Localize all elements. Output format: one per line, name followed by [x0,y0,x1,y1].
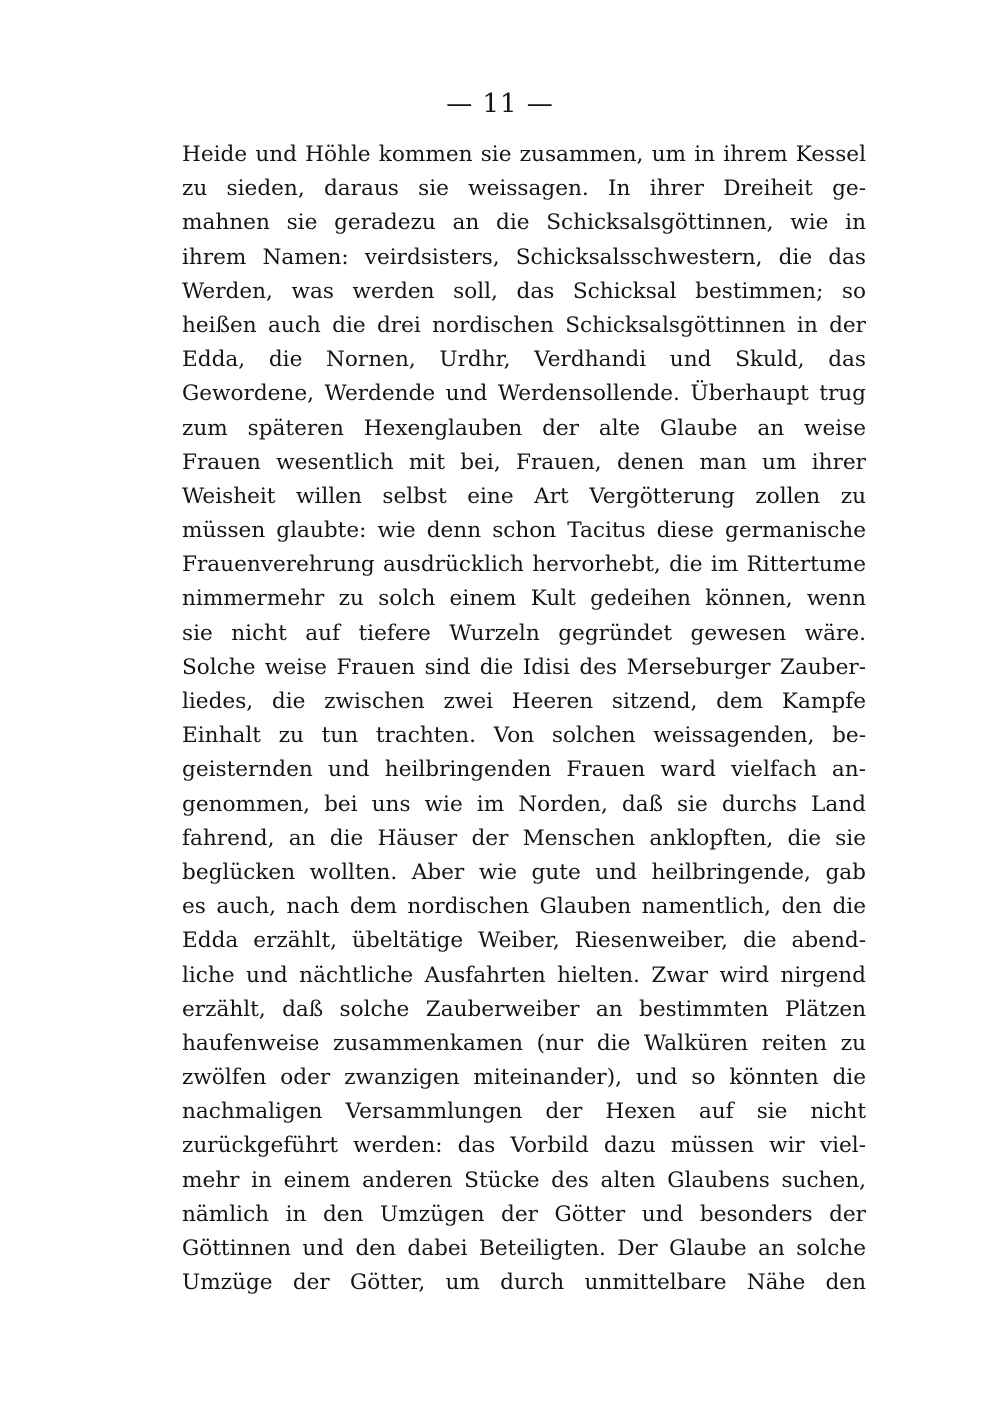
text-line: es auch, nach dem nordischen Glauben namentlich, den die [182,894,866,920]
text-line: Weisheit willen selbst eine Art Vergötterung zollen zu [182,483,866,509]
text-line: Heide und Höhle kommen sie zusammen, um in ihrem Kessel [182,142,866,167]
text-line: geisternden und heilbringenden Frauen ward vielfach an- [182,757,866,783]
text-line: Werden, was werden soll, das Schicksal bestimmen; so [182,278,866,304]
text-line: müssen glaubte: wie denn schon Tacitus diese germanische [182,518,866,544]
text-line: mehr in einem anderen Stücke des alten Glaubens suchen, [182,1167,866,1193]
text-line: nämlich in den Umzügen der Götter und besonders der [182,1201,866,1227]
text-line: ihrem Namen: veirdsisters, Schicksalsschwestern, die das [182,244,866,270]
text-line: zurückgeführt werden: das Vorbild dazu müssen wir viel- [182,1133,866,1159]
text-line: Göttinnen und den dabei Beteiligten. Der Glaube an solche [182,1236,866,1261]
text-line: nachmaligen Versammlungen der Hexen auf sie nicht [182,1099,866,1125]
text-line: zwölfen oder zwanzigen miteinander), und so könnten die [182,1065,866,1091]
text-line: nimmermehr zu solch einem Kult gedeihen können, wenn [182,586,866,612]
text-line: heißen auch die drei nordischen Schicksalsgöttinnen in der [182,312,866,338]
text-line: haufenweise zusammenkamen (nur die Walküren reiten zu [182,1030,866,1056]
text-line: genommen, bei uns wie im Norden, daß sie durchs Land [182,791,866,817]
text-line: liche und nächtliche Ausfahrten hielten. Zwar wird nirgend [182,962,866,988]
text-line: zu sieden, daraus sie weissagen. In ihrer Dreiheit ge- [182,176,866,202]
text-line: fahrend, an die Häuser der Menschen anklopften, die sie [182,825,866,851]
text-line: Frauen wesentlich mit bei, Frauen, denen man um ihrer [182,449,866,475]
text-line: Gewordene, Werdende und Werdensollende. Überhaupt trug [182,381,866,407]
text-line: beglücken wollten. Aber wie gute und heilbringende, gab [182,859,866,885]
page-number: — 11 — [446,89,554,119]
text-line: zum späteren Hexenglauben der alte Glaube an weise [182,415,866,441]
body-text [182,138,866,1300]
text-line: Einhalt zu tun trachten. Von solchen weissagenden, be- [182,723,866,749]
text-line: erzählt, daß solche Zauberweiber an bestimmten Plätzen [182,996,866,1022]
text-line: Edda, die Nornen, Urdhr, Verdhandi und Skuld, das [182,347,866,373]
text-line: liedes, die zwischen zwei Heeren sitzend, dem Kampfe [182,689,866,714]
text-line: Solche weise Frauen sind die Idisi des Merseburger Zauber- [182,654,866,680]
text-line: sie nicht auf tiefere Wurzeln gegründet gewesen wäre. [182,620,866,646]
text-line: mahnen sie geradezu an die Schicksalsgöttinnen, wie in [182,210,866,236]
text-line: Umzüge der Götter, um durch unmittelbare Nähe den [182,1270,866,1296]
text-line: Frauenverehrung ausdrücklich hervorhebt, die im Rittertume [182,552,866,578]
text-line: Edda erzählt, übeltätige Weiber, Riesenweiber, die abend- [182,928,866,954]
